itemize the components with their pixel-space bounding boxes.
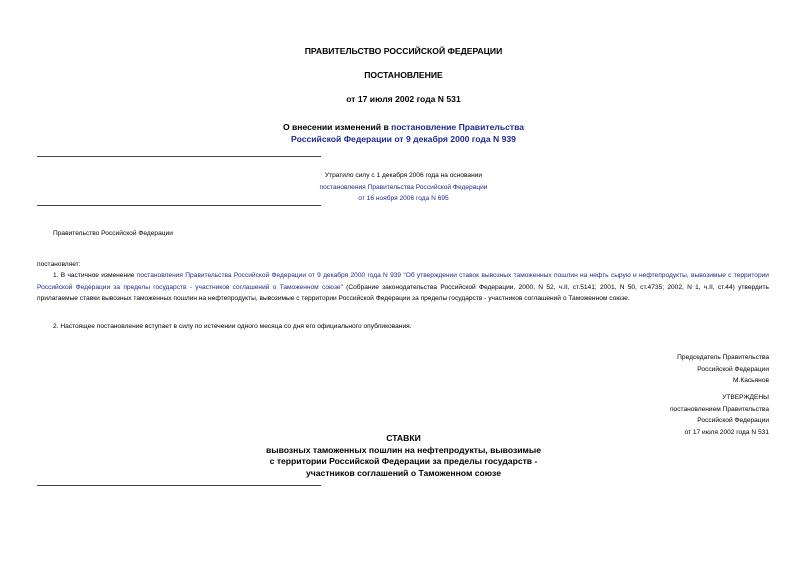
paragraph-2: 2. Настоящее постановление вступает в силу по истечении одного месяца со дня его официального опубликования. xyxy=(53,323,412,330)
signature-block xyxy=(677,352,769,387)
decides-text: постановляет: xyxy=(37,261,81,268)
status-note xyxy=(250,170,557,205)
title-prefix: О внесении изменений в xyxy=(282,122,392,132)
document-date-number: от 17 июля 2002 года N 531 xyxy=(346,94,461,104)
approval-by: постановлением Правительства xyxy=(669,405,769,413)
title-link-amended-decree[interactable]: постановление Правительства xyxy=(391,122,525,132)
paragraph-1 xyxy=(37,270,769,305)
annex-title-line: с территории Российской Федерации за пределы государств - xyxy=(269,456,538,466)
approval-organization: Российской Федерации xyxy=(697,417,769,424)
status-note-text: Утратило силу с 1 декабря 2006 года на основании xyxy=(324,172,483,179)
paragraph-1-suffix: (Собрание законодательства Российской Федерации, 2000, N 52, ч.II, ст.5141; 2001, N 50, ст.4735; 2002, N 1, ч.II, ст.44) утвердить прилагаемые ставки вывозных таможенных пошлин на нефтепродукты, вывозимые с территории Российской Федерации за пределы государств - участников соглашений о Таможенном союзе. xyxy=(37,283,769,302)
annex-title-heading: СТАВКИ xyxy=(386,433,421,443)
signature-position: Председатель Правительства xyxy=(677,354,769,361)
signature-name: М.Касьянов xyxy=(733,377,769,384)
paragraph-1-prefix: 1. В частичное изменение xyxy=(53,272,137,279)
status-note-link-cont[interactable]: от 16 ноября 2006 года N 695 xyxy=(358,195,449,202)
approval-status: УТВЕРЖДЕНЫ xyxy=(722,394,769,401)
separator-line xyxy=(37,205,321,206)
approval-date: от 17 июля 2002 года N 531 xyxy=(684,428,769,436)
document-title xyxy=(0,121,807,145)
annex-title xyxy=(0,433,807,479)
approval-block xyxy=(670,392,769,438)
annex-title-line: участников соглашений о Таможенном союзе xyxy=(306,467,501,478)
signature-organization: Российской Федерации xyxy=(697,365,769,373)
separator-line xyxy=(37,485,321,486)
paragraph-1-decree-link[interactable]: постановления Правительства Российской Федерации от 9 декабря 2000 года N 939 "Об утверждении ставок вывозных таможенных пошлин на нефть сырую и нефтепродукты, вывозимые с территории Российской Федерации за пределы государств - участников соглашений о Таможенном союзе" xyxy=(37,272,769,291)
separator-line xyxy=(37,156,321,157)
government-heading: ПРАВИТЕЛЬСТВО РОССИЙСКОЙ ФЕДЕРАЦИИ xyxy=(304,46,503,56)
document-type: ПОСТАНОВЛЕНИЕ xyxy=(364,70,443,80)
title-link-amended-decree-cont[interactable]: Российской Федерации от 9 декабря 2000 года N 939 xyxy=(291,134,516,144)
status-note-link[interactable]: постановления Правительства Российской Федерации xyxy=(319,183,488,191)
annex-title-line: вывозных таможенных пошлин на нефтепродукты, вывозимые xyxy=(265,444,542,455)
issuer-text: Правительство Российской Федерации xyxy=(53,230,173,237)
